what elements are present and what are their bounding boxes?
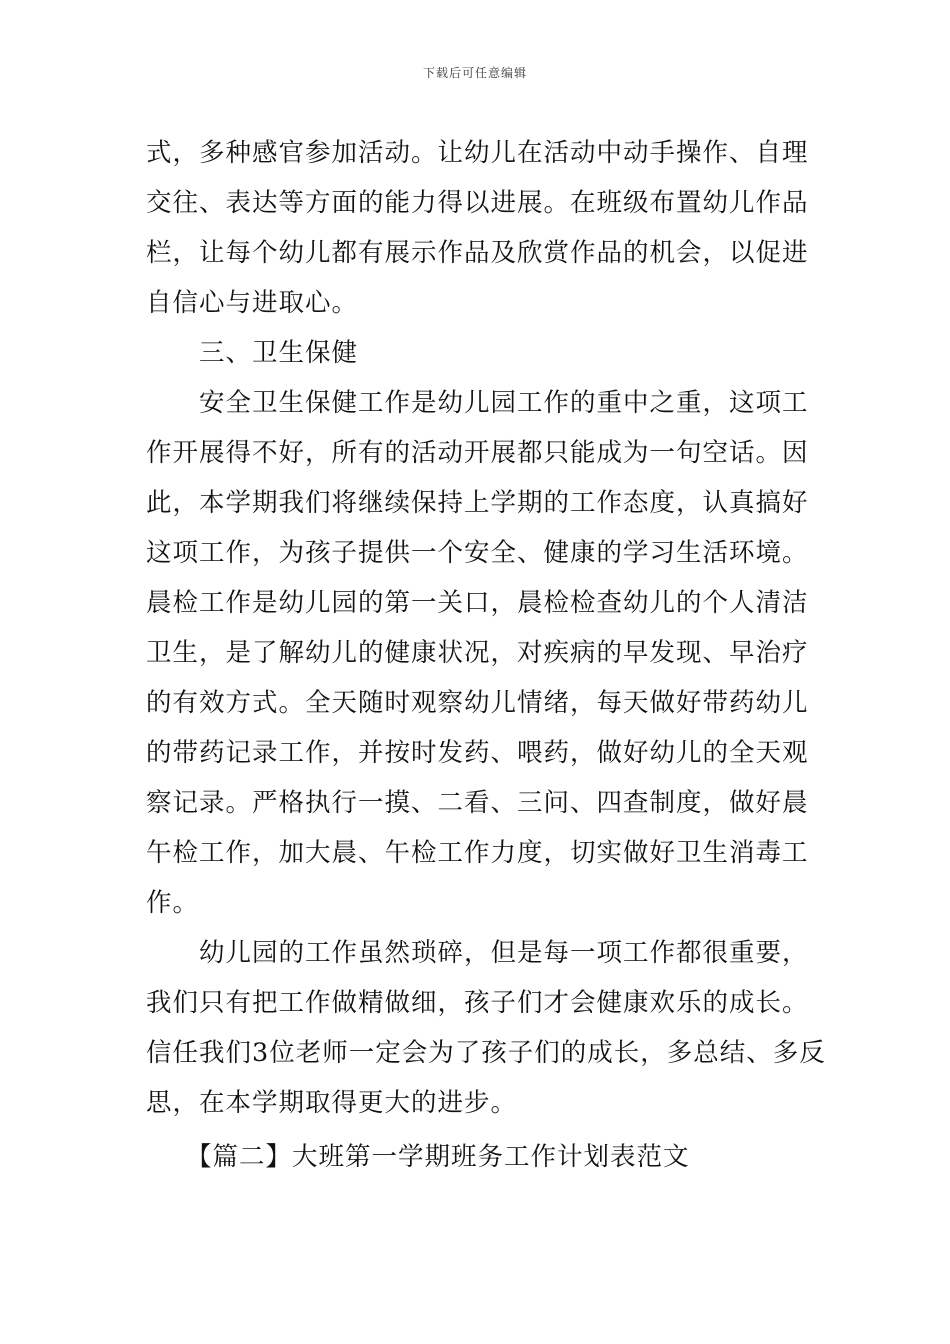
text-line: 的有效方式。全天随时观察幼儿情绪，每天做好带药幼儿 — [146, 688, 809, 718]
section-title — [146, 1132, 811, 1182]
text-line: 作。 — [146, 888, 200, 918]
section-title-text: 【篇二】大班第一学期班务工作计划表范文 — [186, 1142, 690, 1172]
text-line: 卫生，是了解幼儿的健康状况，对疾病的早发现、早治疗 — [146, 638, 809, 668]
paragraph-activities — [146, 128, 811, 328]
text-line: 察记录。严格执行一摸、二看、三问、四查制度，做好晨 — [146, 788, 809, 818]
text-line: 的带药记录工作，并按时发药、喂药，做好幼儿的全天观 — [146, 738, 809, 768]
text-line: 安全卫生保健工作是幼儿园工作的重中之重，这项工 — [199, 388, 809, 418]
text-line: 信任我们3位老师一定会为了孩子们的成长，多总结、多反 — [146, 1038, 826, 1068]
text-line: 此，本学期我们将继续保持上学期的工作态度，认真搞好 — [146, 488, 809, 518]
paragraph-hygiene — [146, 378, 811, 928]
heading-hygiene — [146, 328, 811, 378]
page-header-note: 下载后可任意编辑 — [422, 66, 527, 80]
text-line: 自信心与进取心。 — [146, 288, 359, 318]
paragraph-conclusion — [146, 928, 826, 1128]
document-body — [146, 128, 826, 1182]
text-line: 这项工作，为孩子提供一个安全、健康的学习生活环境。 — [146, 538, 809, 568]
text-line: 晨检工作是幼儿园的第一关口，晨检检查幼儿的个人清洁 — [146, 588, 809, 618]
text-line: 我们只有把工作做精做细，孩子们才会健康欢乐的成长。 — [146, 988, 809, 1018]
text-line: 午检工作，加大晨、午检工作力度，切实做好卫生消毒工 — [146, 838, 809, 868]
text-line: 交往、表达等方面的能力得以进展。在班级布置幼儿作品 — [146, 188, 809, 218]
heading-text: 三、卫生保健 — [199, 338, 359, 368]
text-line: 幼儿园的工作虽然琐碎，但是每一项工作都很重要， — [199, 938, 809, 968]
text-line: 栏，让每个幼儿都有展示作品及欣赏作品的机会，以促进 — [146, 238, 809, 268]
text-line: 作开展得不好，所有的活动开展都只能成为一句空话。因 — [146, 438, 809, 468]
text-line: 思，在本学期取得更大的进步。 — [146, 1088, 518, 1118]
text-line: 式，多种感官参加活动。让幼儿在活动中动手操作、自理 — [146, 138, 809, 168]
